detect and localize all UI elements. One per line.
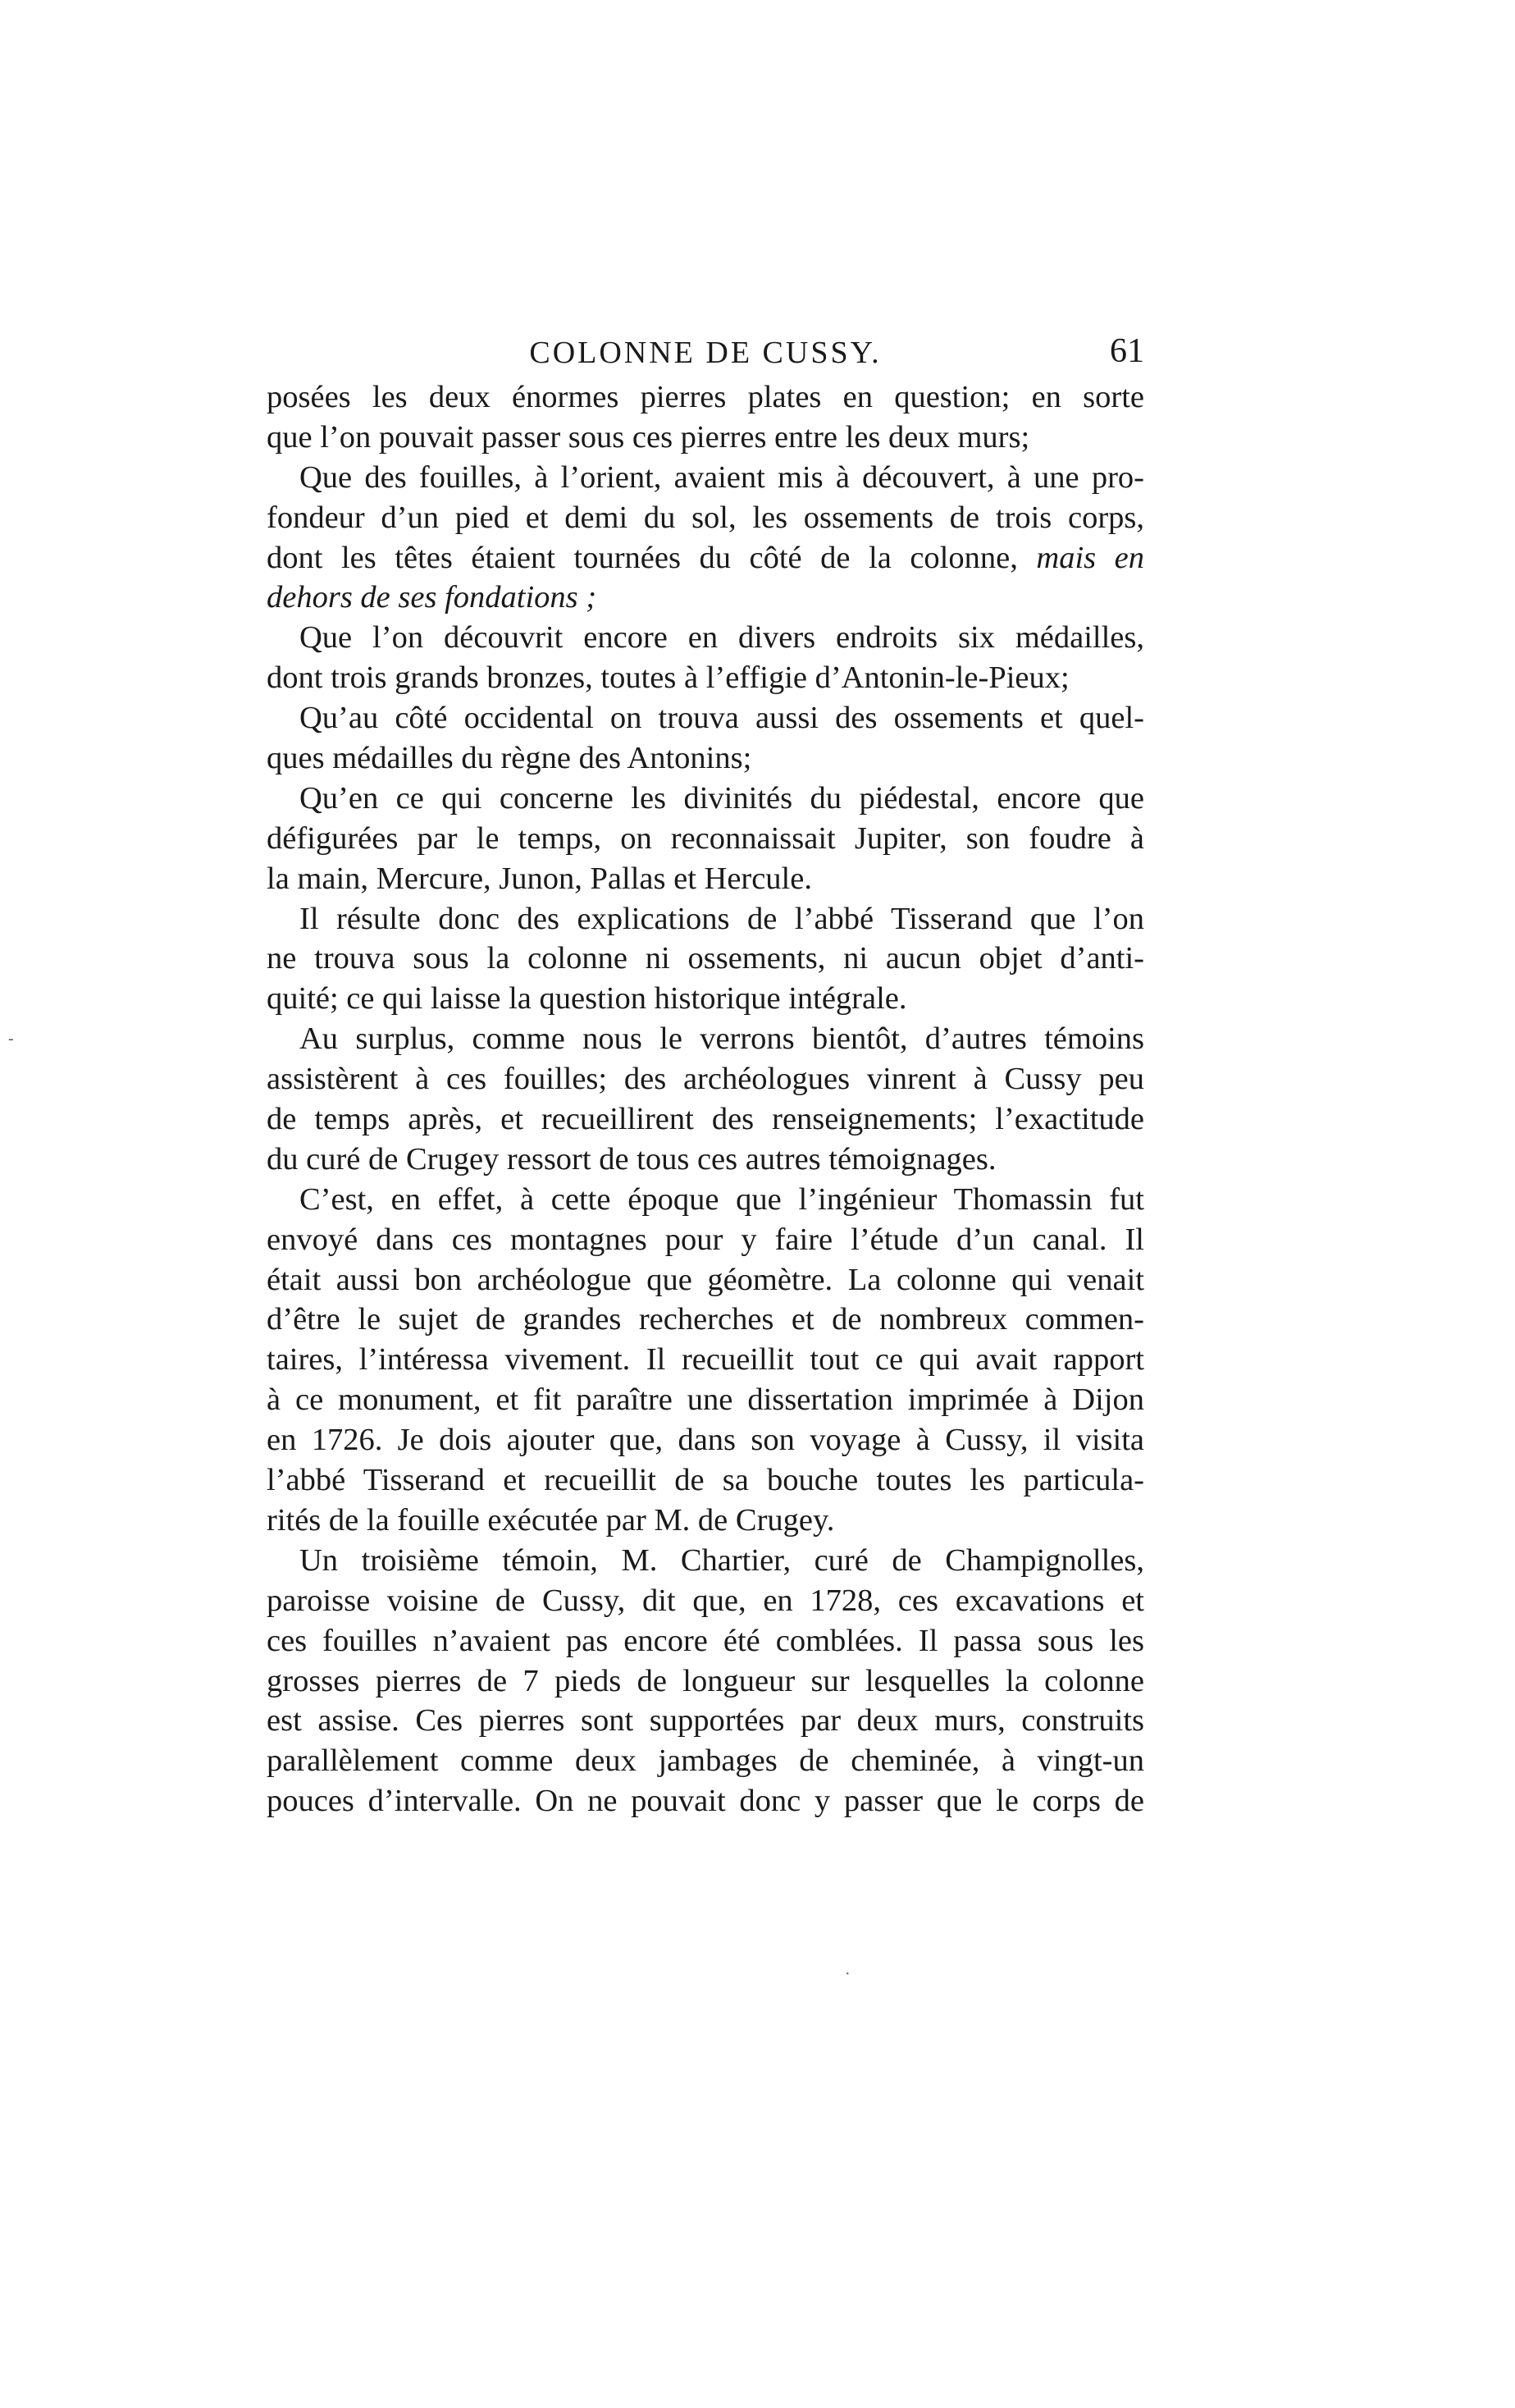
text-line: dont trois grands bronzes, toutes à l’effigie d’Antonin-le-Pieux;: [267, 660, 1070, 696]
text-line: ces fouilles n’avaient pas encore été comblées. Il passa sous les: [267, 1623, 1144, 1658]
text-line: ne trouva sous la colonne ni ossements, ni aucun objet d’anti-: [267, 941, 1144, 976]
text-line: C’est, en effet, à cette époque que l’ingénieur Thomassin fut: [299, 1181, 1144, 1217]
text-line: à ce monument, et fit paraître une dissertation imprimée à Dijon: [267, 1382, 1144, 1418]
italic-span: mais en: [1036, 540, 1145, 575]
text-line: rités de la fouille exécutée par M. de Crugey.: [267, 1502, 835, 1538]
text-line: ques médailles du règne des Antonins;: [267, 741, 752, 776]
text-line: Un troisième témoin, M. Chartier, curé de Champignolles,: [299, 1542, 1144, 1578]
text-line: grosses pierres de 7 pieds de longueur sur lesquelles la colonne: [267, 1663, 1144, 1698]
text-line: que l’on pouvait passer sous ces pierres entre les deux murs;: [267, 419, 1030, 455]
text-line: Qu’au côté occidental on trouva aussi des ossements et quel-: [299, 701, 1144, 736]
text-line: posées les deux énormes pierres plates en question; en sorte: [267, 380, 1144, 414]
text-line: [267, 538, 1144, 578]
text-line: quité; ce qui laisse la question historique intégrale.: [267, 981, 907, 1017]
text-line: envoyé dans ces montagnes pour y faire l’étude d’un canal. Il: [267, 1222, 1144, 1257]
text-line: Au surplus, comme nous le verrons bientôt, d’autres témoins: [299, 1021, 1144, 1057]
text-line: pouces d’intervalle. On ne pouvait donc y passer que le corps de: [267, 1784, 1144, 1819]
text-line: Il résulte donc des explications de l’abbé Tisserand que l’on: [299, 901, 1144, 936]
text-line: était aussi bon archéologue que géomètre. La colonne qui venait: [267, 1262, 1144, 1297]
text-line: assistèrent à ces fouilles; des archéologues vinrent à Cussy peu: [267, 1062, 1144, 1097]
text-line: défigurées par le temps, on reconnaissait Jupiter, son foudre à: [267, 820, 1144, 856]
text-line: paroisse voisine de Cussy, dit que, en 1728, ces excavations et: [267, 1583, 1144, 1618]
text-line: l’abbé Tisserand et recueillit de sa bouche toutes les particula-: [267, 1463, 1144, 1498]
text-line: d’être le sujet de grandes recherches et de nombreux commen-: [267, 1302, 1144, 1337]
text-line: Que des fouilles, à l’orient, avaient mis à découvert, à une pro-: [299, 459, 1144, 495]
text-line: Qu’en ce qui concerne les divinités du piédestal, encore que: [299, 780, 1144, 816]
text-line: fondeur d’un pied et demi du sol, les ossements de trois corps,: [267, 500, 1144, 535]
text-span: dont les têtes étaient tournées du côté de la colonne,: [267, 540, 1018, 575]
text-line: taires, l’intéressa vivement. Il recueillit tout ce qui avait rapport: [267, 1342, 1144, 1378]
margin-speck: ·: [845, 1965, 851, 1983]
text-line: de temps après, et recueillirent des renseignements; l’exactitude: [267, 1102, 1144, 1137]
text-line: Que l’on découvrit encore en divers endroits six médailles,: [299, 620, 1144, 656]
italic-span: dehors de ses fondations ;: [267, 580, 597, 615]
text-line: du curé de Crugey ressort de tous ces autres témoignages.: [267, 1141, 997, 1177]
text-line: la main, Mercure, Junon, Pallas et Hercule.: [267, 861, 812, 896]
margin-speck: -: [8, 1030, 14, 1048]
page-number: 61: [1110, 332, 1144, 370]
body-text: [267, 377, 1144, 1821]
text-line: parallèlement comme deux jambages de cheminée, à vingt-un: [267, 1743, 1144, 1779]
text-line: est assise. Ces pierres sont supportées par deux murs, construits: [267, 1703, 1144, 1739]
text-line: en 1726. Je dois ajouter que, dans son voyage à Cussy, il visita: [267, 1423, 1144, 1458]
running-title: COLONNE DE CUSSY.: [529, 336, 882, 370]
text-line: [267, 578, 1144, 618]
